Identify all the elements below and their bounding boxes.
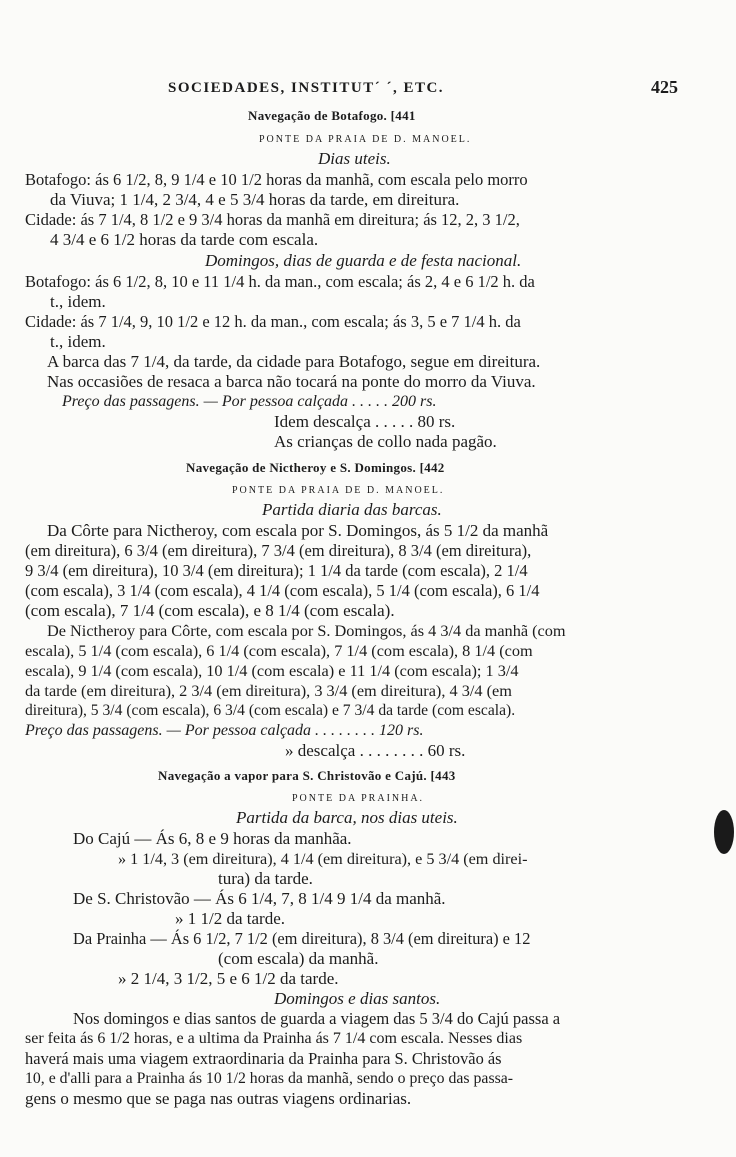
section-title-christovao: Navegação a vapor para S. Christovão e Cajú. [443 <box>158 768 456 783</box>
text-line: gens o mesmo que se paga nas outras viagens ordinarias. <box>25 1089 412 1108</box>
page-number: 425 <box>651 77 678 97</box>
text-line: Botafogo: ás 6 1/2, 8, 9 1/4 e 10 1/2 horas da manhã, com escala pelo morro <box>25 170 528 189</box>
section-subtitle-botafogo: PONTE DA PRAIA DE D. MANOEL. <box>259 134 472 145</box>
text-line: escala), 9 1/4 (com escala), 10 1/4 (com escala) e 11 1/4 (com escala); 1 3/4 <box>25 661 519 680</box>
text-line: tura) da tarde. <box>218 869 313 888</box>
section-subtitle-nictheroy: PONTE DA PRAIA DE D. MANOEL. <box>232 485 445 496</box>
text-line: Cidade: ás 7 1/4, 8 1/2 e 9 3/4 horas da manhã em direitura; ás 12, 2, 3 1/2, <box>25 210 520 229</box>
text-line: Do Cajú — Ás 6, 8 e 9 horas da manhãa. <box>73 829 352 848</box>
text-line: De S. Christovão — Ás 6 1/4, 7, 8 1/4 9 1/4 da manhã. <box>73 889 446 908</box>
ink-blot <box>714 810 734 854</box>
section-title-nictheroy: Navegação de Nictheroy e S. Domingos. [442 <box>186 460 445 475</box>
text-line: 4 3/4 e 6 1/2 horas da tarde com escala. <box>50 230 319 249</box>
price-line: » descalça . . . . . . . . 60 rs. <box>285 741 466 760</box>
text-line: De Nictheroy para Côrte, com escala por S. Domingos, ás 4 3/4 da manhã (com <box>47 621 566 640</box>
text-line: Da Prainha — Ás 6 1/2, 7 1/2 (em direitura), 8 3/4 (em direitura) e 12 <box>73 929 531 948</box>
text-line: » 1 1/2 da tarde. <box>175 909 285 928</box>
price-line: Idem descalça . . . . . 80 rs. <box>274 412 456 431</box>
subheading-domingos-santos: Domingos e dias santos. <box>274 989 441 1008</box>
text-line: da Viuva; 1 1/4, 2 3/4, 4 e 5 3/4 horas da tarde, em direitura. <box>50 190 460 209</box>
text-line: haverá mais uma viagem extraordinaria da Prainha para S. Christovão ás <box>25 1049 502 1068</box>
subheading-partida: Partida diaria das barcas. <box>262 500 442 519</box>
text-line: » 2 1/4, 3 1/2, 5 e 6 1/2 da tarde. <box>118 969 339 988</box>
text-line: (com escala) da manhã. <box>218 949 379 968</box>
text-line: (em direitura), 6 3/4 (em direitura), 7 3/4 (em direitura), 8 3/4 (em direitura), <box>25 541 532 560</box>
price-line: Preço das passagens. — Por pessoa calçada . . . . . . . . 120 rs. <box>25 722 424 739</box>
text-line: A barca das 7 1/4, da tarde, da cidade para Botafogo, segue em direitura. <box>47 352 541 371</box>
text-line: 10, e d'alli para a Prainha ás 10 1/2 horas da manhã, sendo o preço das passa- <box>25 1070 514 1087</box>
text-line: escala), 5 1/4 (com escala), 6 1/4 (com escala), 7 1/4 (com escala), 8 1/4 (com <box>25 641 533 660</box>
section-subtitle-christovao: PONTE DA PRAINHA. <box>292 793 425 804</box>
text-line: t., idem. <box>50 332 106 351</box>
text-line: direitura), 5 3/4 (com escala), 6 3/4 (com escala) e 7 3/4 da tarde (com escala). <box>25 702 516 719</box>
text-line: As crianças de collo nada pagão. <box>274 432 497 451</box>
running-title: SOCIEDADES, INSTITUT´ ´, ETC. <box>168 80 445 96</box>
text-line: (com escala), 3 1/4 (com escala), 4 1/4 (com escala), 5 1/4 (com escala), 6 1/4 <box>25 581 540 600</box>
subheading-dias-uteis: Dias uteis. <box>318 149 391 168</box>
section-title-botafogo: Navegação de Botafogo. [441 <box>248 108 416 123</box>
text-line: Nos domingos e dias santos de guarda a viagem das 5 3/4 do Cajú passa a <box>73 1009 561 1028</box>
text-line: da tarde (em direitura), 2 3/4 (em direitura), 3 3/4 (em direitura), 4 3/4 (em <box>25 681 512 700</box>
text-line: » 1 1/4, 3 (em direitura), 4 1/4 (em direitura), e 5 3/4 (em direi- <box>118 850 528 868</box>
text-line: ser feita ás 6 1/2 horas, e a ultima da Prainha ás 7 1/4 com escala. Nesses dias <box>25 1030 523 1047</box>
text-line: t., idem. <box>50 292 106 311</box>
text-line: 9 3/4 (em direitura), 10 3/4 (em direitura); 1 1/4 da tarde (com escala), 2 1/4 <box>25 561 528 580</box>
subheading-domingos: Domingos, dias de guarda e de festa nacional. <box>205 251 522 270</box>
price-line: Preço das passagens. — Por pessoa calçada . . . . . 200 rs. <box>62 393 437 410</box>
text-line: Cidade: ás 7 1/4, 9, 10 1/2 e 12 h. da man., com escala; ás 3, 5 e 7 1/4 h. da <box>25 312 521 331</box>
text-line: Botafogo: ás 6 1/2, 8, 10 e 11 1/4 h. da man., com escala; ás 2, 4 e 6 1/2 h. da <box>25 272 535 291</box>
text-line: (com escala), 7 1/4 (com escala), e 8 1/4 (com escala). <box>25 601 395 620</box>
text-line: Nas occasiões de resaca a barca não tocará na ponte do morro da Viuva. <box>47 372 536 391</box>
text-line: Da Côrte para Nictheroy, com escala por S. Domingos, ás 5 1/2 da manhã <box>47 521 549 540</box>
subheading-partida-barca: Partida da barca, nos dias uteis. <box>236 808 458 827</box>
